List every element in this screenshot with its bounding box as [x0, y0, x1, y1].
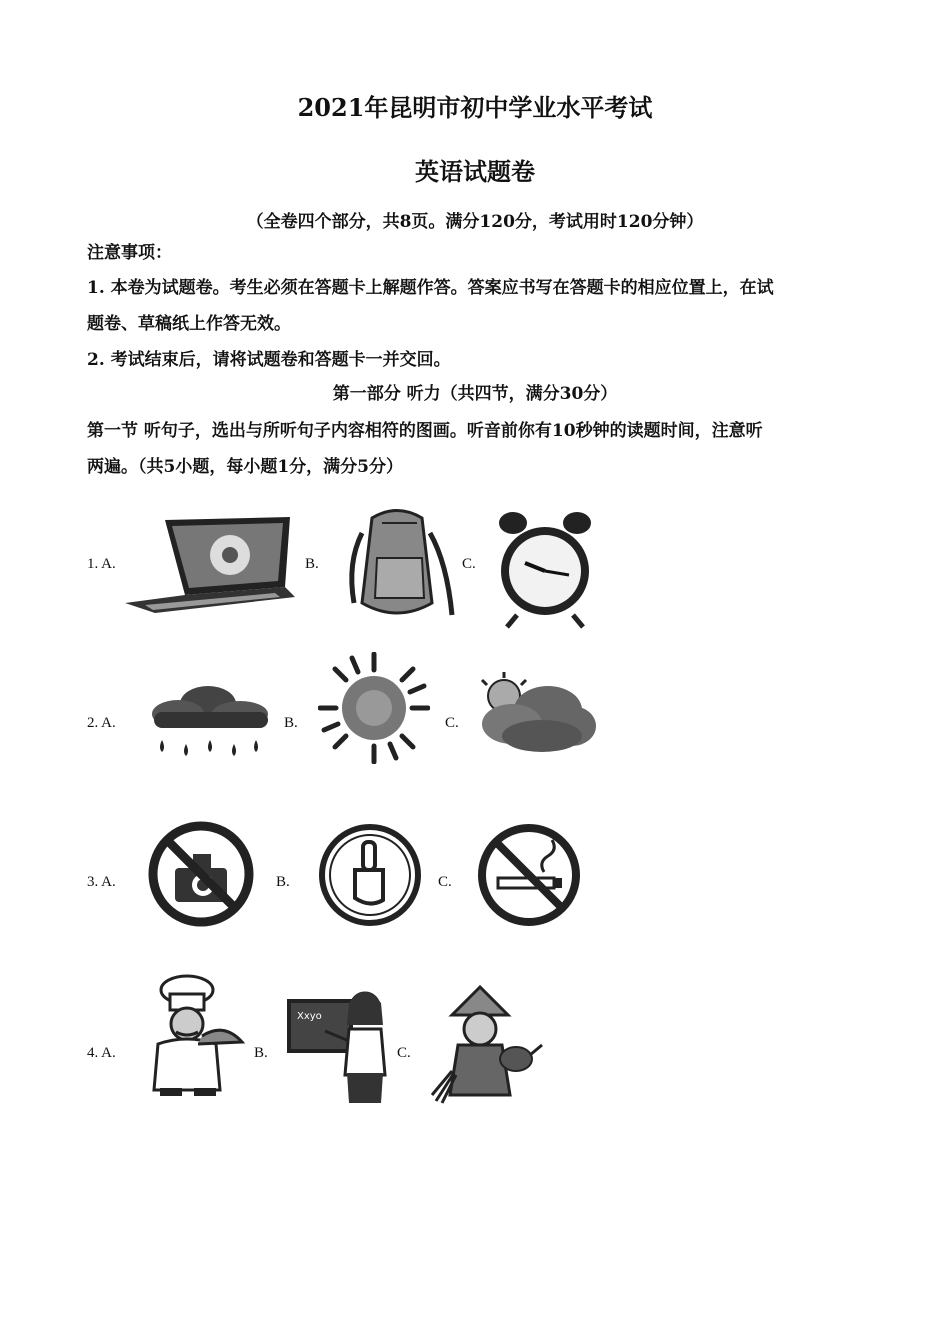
instructions-line-1: 第一节 听句子，选出与所听句子内容相符的图画。听音前你有10秒钟的读题时间，注意听	[87, 421, 763, 441]
notes-item-1-line-2: 题卷、草稿纸上作答无效。	[87, 314, 291, 334]
part-title: 第一部分 听力（共四节，满分30分）	[332, 384, 618, 404]
rain-cloud-icon	[148, 682, 270, 764]
no-photo-icon	[145, 818, 257, 930]
question-1-option-b: B.	[305, 556, 319, 572]
teacher-icon	[285, 985, 395, 1113]
exam-info: （全卷四个部分，共8页。满分120分，考试用时120分钟）	[246, 212, 704, 232]
question-1-option-c: C.	[462, 556, 476, 572]
question-3-option-b: B.	[276, 874, 290, 890]
quiet-sign-icon	[315, 820, 425, 930]
question-1-label: 1. A.	[87, 556, 116, 572]
question-4-option-b: B.	[254, 1045, 268, 1061]
question-2-option-c: C.	[445, 715, 459, 731]
alarm-clock-icon	[495, 505, 595, 630]
exam-title: 2021年昆明市初中学业水平考试	[297, 93, 653, 122]
question-2-label: 2. A.	[87, 715, 116, 731]
exam-subtitle: 英语试题卷	[415, 157, 535, 186]
notes-heading: 注意事项：	[87, 243, 172, 263]
chef-icon	[132, 972, 247, 1100]
backpack-icon	[342, 503, 457, 631]
question-3-label: 3. A.	[87, 874, 116, 890]
notes-item-1-line-1: 1. 本卷为试题卷。考生必须在答题卡上解题作答。答案应书写在答题卡的相应位置上，在试	[87, 278, 774, 298]
question-2-option-b: B.	[284, 715, 298, 731]
svg-text:Xxyo: Xxyo	[297, 1011, 322, 1022]
no-smoking-icon	[474, 820, 584, 930]
farmer-icon	[430, 985, 545, 1107]
question-4-label: 4. A.	[87, 1045, 116, 1061]
question-4-option-c: C.	[397, 1045, 411, 1061]
question-3-option-c: C.	[438, 874, 452, 890]
sun-icon	[318, 652, 430, 764]
instructions-line-2: 两遍。（共5小题，每小题1分，满分5分）	[87, 457, 403, 477]
notes-item-2: 2. 考试结束后，请将试题卷和答题卡一并交回。	[87, 350, 451, 370]
partly-cloudy-icon	[476, 672, 596, 754]
laptop-icon	[125, 515, 295, 615]
